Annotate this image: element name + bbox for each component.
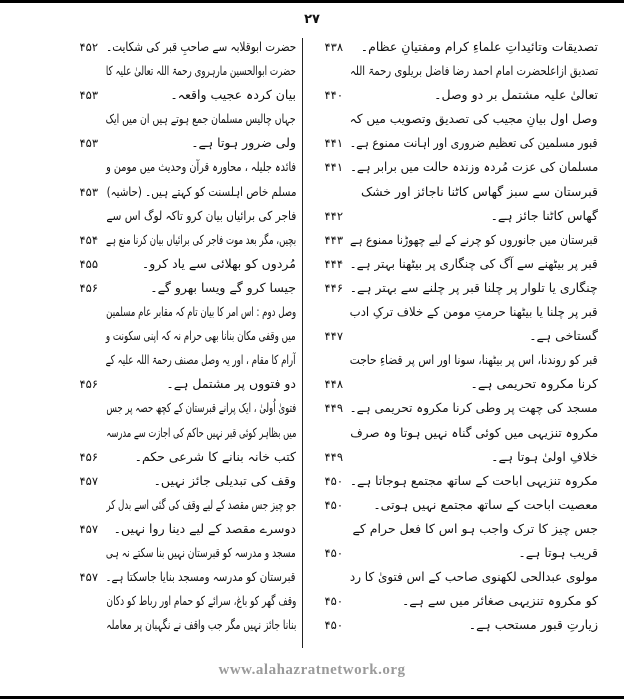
right-entry-text: مکروہ تنزیہی اباحت کے ساتھ مجتمع ہوجاتا ہے۔ — [350, 472, 598, 488]
index-table — [0, 36, 624, 638]
left-entry-text: وقف کی تبدیلی جائز نہیں۔ — [153, 472, 296, 488]
left-entry-page: ۴۵۷ — [79, 521, 98, 536]
right-entry-text: تصدیق ازاعلحضرت امام احمد رضا فاضل بریلوی رحمۃ اللہ — [349, 63, 598, 79]
left-entry-text: بچیں، مگر بعد موت فاجر کی برائیاں بیان کرنا منع ہے — [105, 231, 296, 247]
left-entry-page: ۴۵۳ — [79, 88, 98, 103]
right-entry-page: ۴۵۰ — [324, 473, 343, 488]
right-entry-page: ۴۳۸ — [324, 40, 343, 54]
right-entry-text: کو مکروہ تنزیہی صغائر میں سے ہے۔ — [401, 593, 598, 609]
right-entry-page: ۴۵۰ — [324, 618, 343, 633]
left-entry-text: مُردوں کو بھلائی سے یاد کرو۔ — [141, 255, 296, 271]
left-entry-text: بنانا جائز نہیں مگر جب واقف نے نگہبان پر معاملہ — [105, 617, 296, 633]
left-entry-text: جہاں چالیس مسلمان جمع ہوتے ہیں ان میں ایک — [106, 111, 296, 127]
index-row — [0, 349, 624, 373]
left-entry-page: ۴۵۷ — [79, 473, 98, 488]
right-entry-text: قبرستان میں جانوروں کو چرنے کے لیے چھوڑنا ممنوع ہے — [350, 231, 598, 247]
index-row — [0, 181, 624, 205]
right-entry-page: ۴۵۰ — [324, 594, 343, 609]
right-entry-text: کرنا مکروہ تحریمی ہے۔ — [470, 376, 598, 392]
index-row — [0, 542, 624, 566]
left-entry-text: وصل دوم : اس امر کا بیان تام کہ مقابر عام مسلمین — [105, 304, 296, 320]
left-entry-text: فاجر کی برائیاں بیان کرو تاکہ لوگ اس سے — [105, 207, 296, 223]
right-entry-text: قریب ہوتا ہے۔ — [518, 544, 598, 560]
left-entry-text: آرام کا مقام ، اور یہ وصل مصنف رحمۃ اللہ علیہ کے — [106, 352, 296, 368]
left-entry-text: مسلم خاص اہلسنت کو کہتے ہیں۔ (حاشیہ) — [106, 183, 296, 199]
right-entry-text: معصیت اباحت کے ساتھ مجتمع نہیں ہوتی۔ — [373, 496, 598, 512]
right-entry-text: مسلمان کی عزت مُردہ وزندہ حالت میں برابر ہے۔ — [349, 159, 598, 175]
left-entry-page: ۴۵۵ — [79, 256, 98, 271]
index-row — [0, 277, 624, 301]
right-entry-page: ۴۴۳ — [324, 232, 343, 247]
right-entry-page: ۴۴۹ — [324, 401, 343, 416]
right-entry-page: ۴۵۰ — [324, 497, 343, 512]
left-entry-text: دوسرے مقصد کے لیے دینا روا نہیں۔ — [113, 520, 296, 536]
right-entry-text: جس چیز کا ترک واجب ہو اس کا فعل حرام کے — [352, 520, 598, 536]
index-row — [0, 229, 624, 253]
right-entry-page: ۴۴۷ — [324, 329, 343, 344]
left-entry-text: کتب خانہ بنانے کا شرعی حکم۔ — [134, 448, 296, 464]
right-entry-text: قبر کو روندنا، اس پر بیٹھنا، سونا اور اس پر قضاءِ حاجت — [350, 352, 598, 368]
right-entry-text: گستاخی ہے۔ — [529, 328, 598, 344]
index-row — [0, 470, 624, 494]
right-entry-text: گھاس کاٹنا جائز ہے۔ — [490, 207, 598, 223]
left-entry-text: جو چیز جس مقصد کے لیے وقف کی گئی اسے بدل کر — [106, 496, 296, 512]
index-row — [0, 590, 624, 614]
right-entry-text: قبر پر چلنا یا بیٹھنا حرمتِ مومن کے خلاف ترکِ ادب — [350, 304, 598, 320]
left-entry-text: جیسا کرو گے ویسا بھرو گے۔ — [150, 279, 296, 295]
left-entry-page: ۴۵۶ — [79, 280, 98, 295]
left-entry-text: وقف گھر کو باغ، سرائے کو حمام اور رباط کو دکان — [106, 593, 296, 609]
left-entry-page: ۴۵۲ — [79, 40, 98, 54]
right-entry-text: زیارتِ قبور مستحب ہے۔ — [468, 617, 598, 633]
page-top-border — [0, 0, 624, 3]
index-row — [0, 397, 624, 421]
index-row — [0, 132, 624, 156]
index-row — [0, 253, 624, 277]
index-row — [0, 614, 624, 638]
right-entry-text: مکروہ تنزیہی میں کوئی گناہ نہیں ہوتا وہ صرف — [350, 424, 598, 440]
right-entry-text: مولوی عبدالحی لکھنوی صاحب کے اس فتویٰ کا رد — [350, 569, 598, 585]
right-entry-text: مسجد کی چھت پر وطی کرنا مکروہ تحریمی ہے۔ — [349, 400, 598, 416]
left-entry-text: فتویٰ اُولیٰ ، ایک پرانے قبرستان کے کچھ حصہ پر جس — [106, 400, 296, 416]
left-entry-page: ۴۵۳ — [79, 184, 98, 199]
index-row — [0, 156, 624, 180]
index-row — [0, 301, 624, 325]
index-row — [0, 422, 624, 446]
left-entry-page: ۴۵۳ — [79, 136, 98, 151]
index-row — [0, 446, 624, 470]
right-entry-text: تعالیٰ علیہ مشتمل بر دو وصل۔ — [434, 87, 598, 103]
left-entry-page: ۴۵۷ — [79, 570, 98, 585]
left-entry-text: دو فتووں پر مشتمل ہے۔ — [166, 376, 296, 392]
left-entry-text: ولی ضرور ہوتا ہے۔ — [191, 135, 296, 151]
left-entry-text: میں بظاہر کوئی قبر نہیں حاکم کی اجازت سے مدرسہ — [105, 424, 296, 440]
right-entry-page: ۴۴۹ — [324, 449, 343, 464]
right-entry-page: ۴۵۰ — [324, 545, 343, 560]
right-entry-page: ۴۴۸ — [324, 377, 343, 392]
right-entry-page: ۴۴۴ — [324, 256, 343, 271]
right-entry-text: قبور مسلمین کی تعظیم ضروری اور اہانت ممنوع ہے۔ — [350, 135, 598, 151]
index-row — [0, 566, 624, 590]
left-entry-text: مسجد و مدرسہ کو قبرستان نہیں بنا سکتے نہ ہی — [106, 544, 296, 560]
index-row — [0, 325, 624, 349]
right-entry-page: ۴۴۶ — [324, 280, 343, 295]
left-entry-page: ۴۵۶ — [79, 377, 98, 392]
watermark: www.alahazratnetwork.org — [218, 662, 406, 678]
right-entry-page: ۴۴۱ — [324, 160, 343, 175]
index-row — [0, 36, 624, 60]
left-entry-text: قبرستان کو مدرسہ ومسجد بنایا جاسکتا ہے۔ — [106, 569, 296, 585]
left-entry-page: ۴۵۶ — [79, 449, 98, 464]
left-entry-text: حضرت ابوالحسین مارہروی رحمۃ اللہ تعالیٰ علیہ کا — [105, 63, 296, 79]
page-number: ٢٧ — [304, 12, 320, 27]
index-row — [0, 60, 624, 84]
left-entry-text: بیان کردہ عجیب واقعہ۔ — [170, 87, 296, 103]
right-entry-text: قبرستان سے سبز گھاس کاٹنا ناجائز اور خشک — [360, 183, 598, 199]
right-entry-text: تصدیقات وتائیداتِ علماءِ کرام ومفتیانِ عظام۔ — [360, 39, 598, 54]
left-entry-page: ۴۵۴ — [79, 232, 98, 247]
left-entry-text: میں وقفی مکان بنانا بھی حرام نہ کہ اپنی سکونت و — [106, 328, 296, 344]
right-entry-text: وصل اول بیانِ مجیب کی تصدیق وتصویب میں کہ — [350, 111, 598, 127]
right-entry-page: ۴۴۱ — [324, 136, 343, 151]
index-row — [0, 494, 624, 518]
index-row — [0, 108, 624, 132]
right-entry-page: ۴۴۰ — [324, 88, 343, 103]
left-entry-text: حضرت ابوقلابہ سے صاحبِ قبر کی شکایت۔ — [105, 39, 296, 54]
index-row — [0, 518, 624, 542]
right-entry-text: چنگاری یا تلوار پر چلنا قبر پر چلنے سے بہتر ہے۔ — [350, 279, 598, 295]
index-row — [0, 373, 624, 397]
left-entry-text: فائدہ جلیلہ ، محاورہ قرآن وحدیث میں مومن و — [106, 159, 296, 175]
right-entry-text: خلافِ اولیٰ ہوتا ہے۔ — [491, 448, 598, 464]
right-entry-text: قبر پر بیٹھنے سے آگ کی چنگاری پر بیٹھنا بہتر ہے۔ — [349, 255, 598, 271]
index-row — [0, 205, 624, 229]
right-entry-page: ۴۴۲ — [324, 208, 343, 223]
index-row — [0, 84, 624, 108]
